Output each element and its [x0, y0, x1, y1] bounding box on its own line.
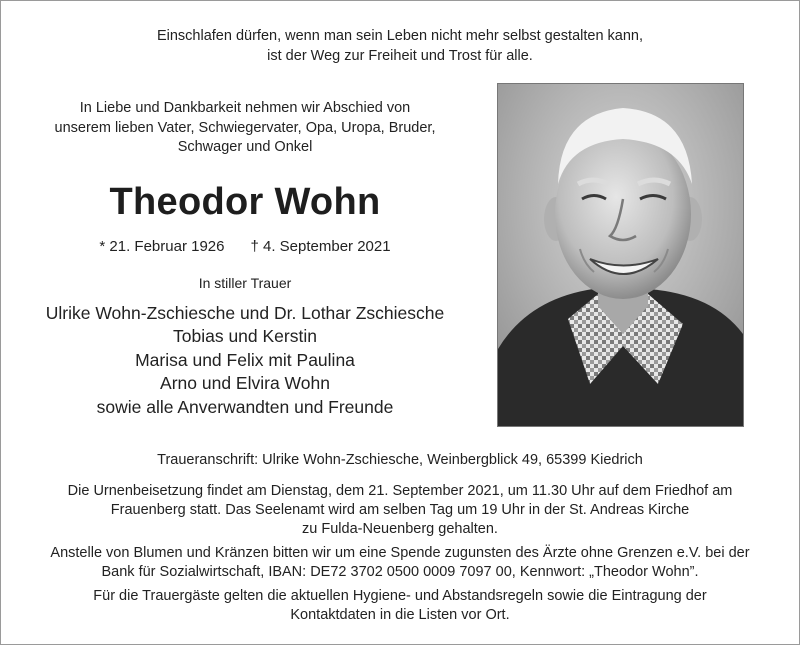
burial-line: Frauenberg statt. Das Seelenamt wird am selben Tag um 19 Uhr in der St. Andreas Kirche — [110, 502, 690, 518]
intro-line: Schwager und Onkel — [177, 139, 313, 155]
donation-info — [0, 544, 800, 582]
burial-info — [0, 482, 800, 539]
announcement — [20, 99, 470, 419]
burial-line: Die Urnenbeisetzung findet am Dienstag, dem 21. September 2021, um 11.30 Uhr auf dem Friedhof am — [67, 483, 733, 499]
portrait-photo — [497, 83, 744, 427]
motto-line: ist der Weg zur Freiheit und Trost für alle. — [267, 48, 533, 64]
details-section — [0, 451, 800, 625]
donation-line: Anstelle von Blumen und Kränzen bitten wir um eine Spende zugunsten des Ärzte ohne Grenzen e.V. bei der — [50, 545, 750, 561]
intro-text — [20, 99, 470, 158]
in-stiller-trauer: In stiller Trauer — [198, 274, 292, 291]
intro-line: unserem lieben Vater, Schwiegervater, Opa, Uropa, Bruder, — [54, 119, 436, 136]
hygiene-line: Für die Trauergäste gelten die aktuellen Hygiene- und Abstandsregeln sowie die Eintragung der — [93, 588, 707, 604]
life-dates — [20, 237, 470, 257]
mourner-line: Arno und Elvira Wohn — [160, 373, 330, 393]
donation-line: Bank für Sozialwirtschaft, IBAN: DE72 3702 0500 0009 7097 00, Kennwort: „Theodor Wohn”. — [101, 564, 699, 580]
hygiene-info — [0, 587, 800, 625]
death-date: † 4. September 2021 — [250, 237, 391, 255]
birth-date: * 21. Februar 1926 — [99, 237, 225, 255]
hygiene-line: Kontaktdaten in die Listen vor Ort. — [290, 607, 510, 623]
motto — [0, 26, 800, 66]
mourner-line: Ulrike Wohn-Zschiesche und Dr. Lothar Zschiesche — [45, 302, 445, 323]
motto-line: Einschlafen dürfen, wenn man sein Leben nicht mehr selbst gestalten kann, — [156, 28, 644, 44]
mourning-address: Traueranschrift: Ulrike Wohn-Zschiesche, Weinbergblick 49, 65399 Kiedrich — [157, 452, 643, 468]
mourner-line: Marisa und Felix mit Paulina — [135, 349, 355, 370]
intro-line: In Liebe und Dankbarkeit nehmen wir Abschied von — [79, 100, 411, 116]
burial-line: zu Fulda-Neuenberg gehalten. — [302, 521, 498, 537]
mourners-list — [20, 302, 470, 420]
portrait-illustration — [498, 84, 743, 426]
mourner-line: sowie alle Anverwandten und Freunde — [96, 396, 394, 417]
mourner-line: Tobias und Kerstin — [173, 326, 317, 346]
deceased-name: Theodor Wohn — [109, 180, 381, 223]
